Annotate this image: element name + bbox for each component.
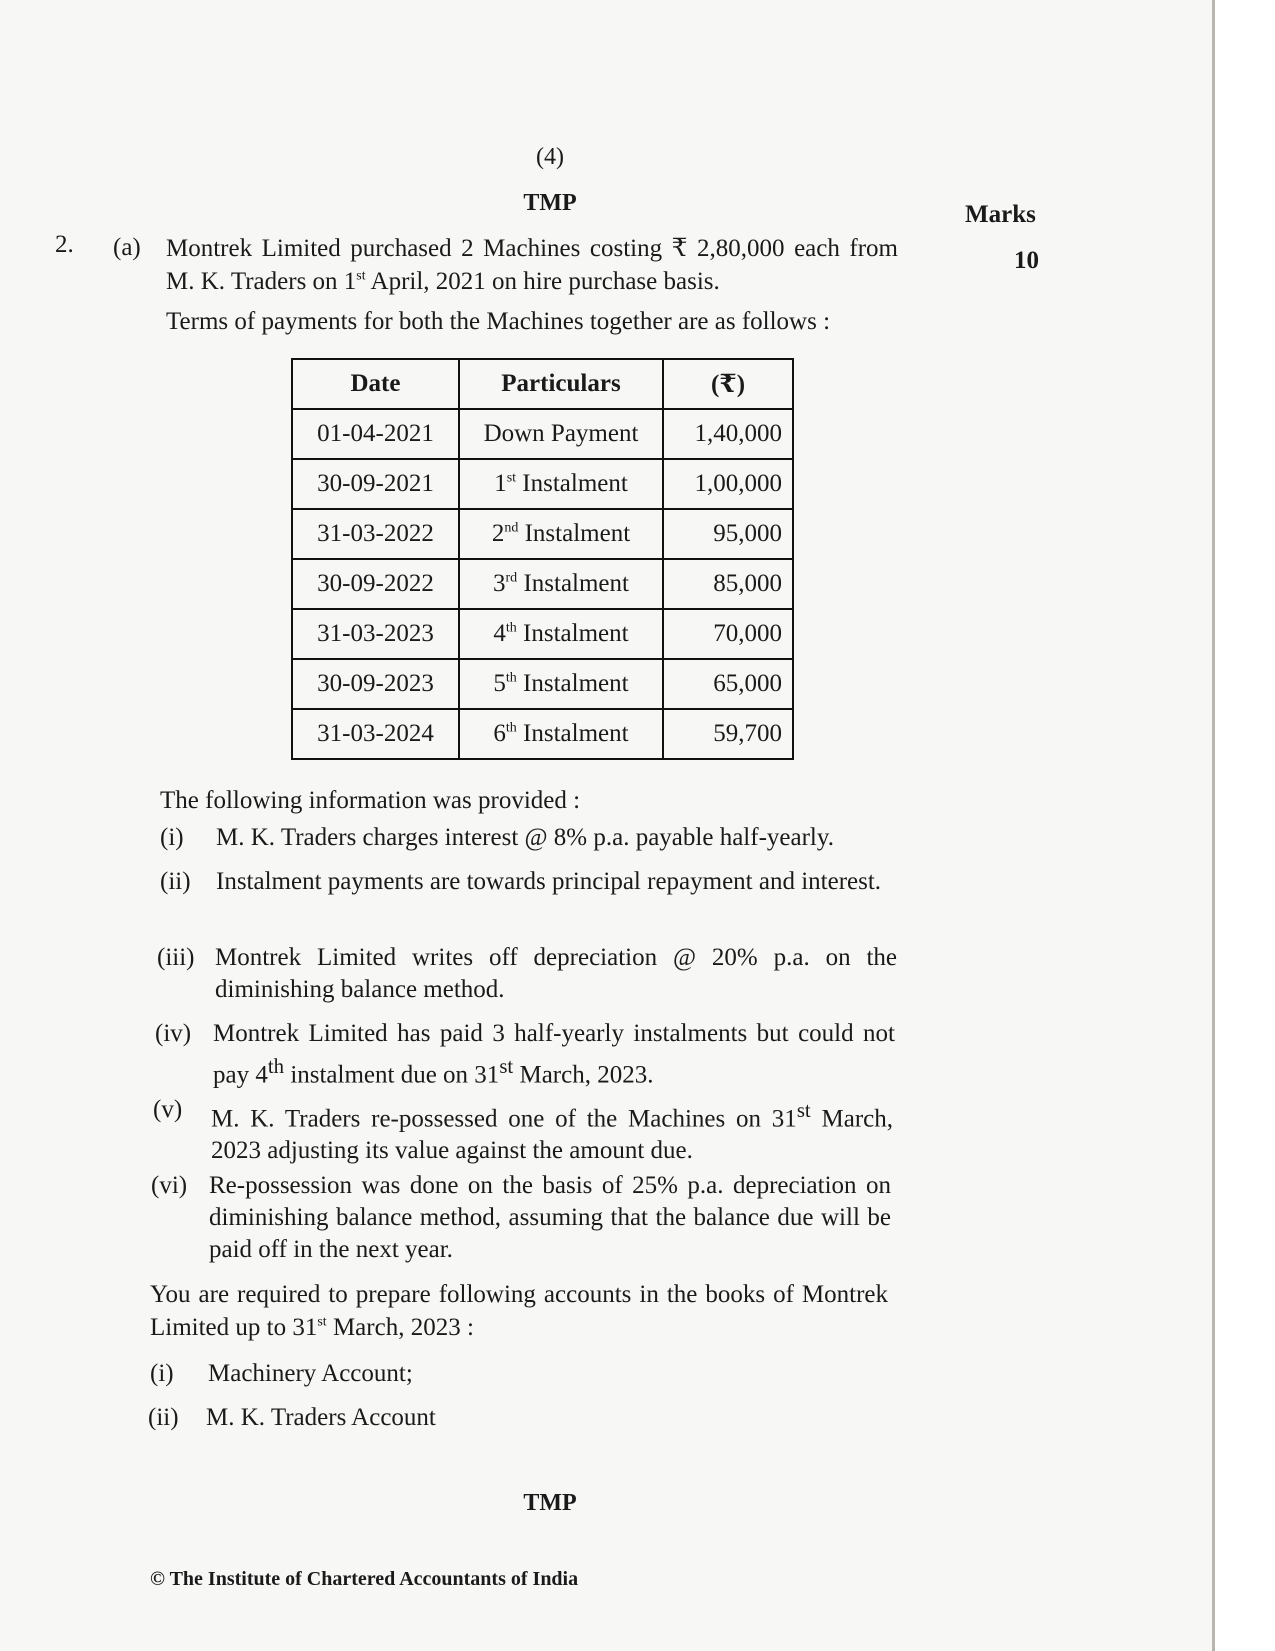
cell-amount: 59,700 xyxy=(663,709,793,759)
cell-particulars xyxy=(459,659,663,709)
item-text-a: Re-possession was done on the basis of 25% p.a. depreciation on diminishing balance method, assuming that the balance due will be paid off in the next year. xyxy=(209,1172,891,1263)
copyright-notice: © The Institute of Chartered Accountants of India xyxy=(150,1568,579,1590)
ordinal-number: 1 xyxy=(494,470,507,497)
item-numeral: (iii) xyxy=(157,944,195,971)
page-number: (4) xyxy=(536,144,564,170)
cell-date: 30-09-2022 xyxy=(292,559,459,609)
ordinal-suffix: rd xyxy=(505,570,518,586)
requirement-item xyxy=(150,1358,750,1394)
question-number: 2. xyxy=(55,231,74,258)
particular-text: Instalment xyxy=(516,470,628,497)
item-text: Machinery Account; xyxy=(208,1360,413,1387)
cell-particulars xyxy=(459,509,663,559)
item-text-a: Instalment payments are towards principal repayment and interest. xyxy=(216,868,882,895)
requirement-text-b: March, 2023 : xyxy=(326,1314,474,1341)
item-numeral: (i) xyxy=(150,1360,174,1387)
particular-text: Instalment xyxy=(516,670,629,697)
item-numeral: (iv) xyxy=(155,1020,192,1047)
intro-main-text: Montrek Limited purchased 2 Machines costing ₹ 2,80,000 each from M. K. Traders on 1 xyxy=(166,235,898,295)
cell-date: 30-09-2021 xyxy=(292,459,459,509)
item-superscript: st xyxy=(796,1098,811,1122)
item-text-a: M. K. Traders re-possessed one of the Machines on 31 xyxy=(211,1105,797,1133)
page-edge-line xyxy=(1212,0,1215,1651)
payment-terms-table xyxy=(291,358,794,760)
particular-text: Instalment xyxy=(518,520,631,547)
particular-text: Down Payment xyxy=(483,420,639,447)
ordinal-suffix: th xyxy=(505,720,517,736)
cell-amount: 95,000 xyxy=(663,509,793,559)
item-text-a: Montrek Limited writes off depreciation @ 20% p.a. on the diminishing balance method. xyxy=(215,944,897,1003)
ordinal-suffix: th xyxy=(505,620,517,636)
cell-amount: 1,40,000 xyxy=(663,409,793,459)
cell-date: 30-09-2023 xyxy=(292,659,459,709)
cell-amount: 85,000 xyxy=(663,559,793,609)
item-superscript: th xyxy=(267,1054,285,1078)
item-numeral: (ii) xyxy=(160,868,191,895)
cell-particulars xyxy=(459,409,663,459)
requirement-text xyxy=(150,1278,888,1344)
ordinal-suffix: th xyxy=(505,670,517,686)
item-text xyxy=(211,1094,893,1167)
table-row xyxy=(292,559,793,609)
item-text-b: March, 2023 adjusting its value against the amount due. xyxy=(211,1105,893,1165)
item-text xyxy=(215,942,897,1006)
paper-code-bottom: TMP xyxy=(523,1490,577,1516)
item-text xyxy=(213,1018,895,1091)
particular-text: Instalment xyxy=(517,570,629,597)
cell-particulars xyxy=(459,559,663,609)
ordinal-number: 2 xyxy=(491,520,505,547)
item-superscript: st xyxy=(499,1054,514,1078)
intro-superscript: st xyxy=(356,268,366,284)
intro-tail-text: April, 2021 on hire purchase basis. xyxy=(365,268,720,295)
cell-amount: 1,00,000 xyxy=(663,459,793,509)
info-heading: The following information was provided : xyxy=(160,787,581,814)
cell-amount: 70,000 xyxy=(663,609,793,659)
item-text-a: Montrek Limited has paid 3 half-yearly instalments but could not pay 4 xyxy=(213,1020,895,1089)
question-intro xyxy=(166,232,898,298)
item-text xyxy=(216,822,906,854)
page-margin-shade xyxy=(1215,0,1275,1651)
cell-particulars xyxy=(459,459,663,509)
item-text: M. K. Traders Account xyxy=(206,1404,436,1431)
ordinal-suffix: nd xyxy=(504,520,519,536)
table-row xyxy=(292,609,793,659)
cell-date: 31-03-2022 xyxy=(292,509,459,559)
particular-text: Instalment xyxy=(516,620,629,647)
item-text-c: March, 2023. xyxy=(513,1061,654,1089)
item-text-a: M. K. Traders charges interest @ 8% p.a. payable half-yearly. xyxy=(216,824,834,851)
info-item xyxy=(153,1094,893,1164)
cell-date: 01-04-2021 xyxy=(292,409,459,459)
table-row xyxy=(292,509,793,559)
header-amount: (₹) xyxy=(663,359,793,409)
ordinal-number: 4 xyxy=(493,620,506,647)
item-numeral: (v) xyxy=(153,1096,183,1123)
terms-heading: Terms of payments for both the Machines together are as follows : xyxy=(166,308,831,335)
table-row xyxy=(292,709,793,759)
item-text-b: instalment due on 31 xyxy=(284,1061,500,1089)
cell-date: 31-03-2023 xyxy=(292,609,459,659)
item-text xyxy=(216,866,906,898)
header-date: Date xyxy=(292,359,459,409)
question-part: (a) xyxy=(113,234,141,261)
requirement-text-a: You are required to prepare following accounts in the books of Montrek Limited up to 31 xyxy=(150,1281,888,1341)
table-row xyxy=(292,459,793,509)
ordinal-number: 3 xyxy=(493,570,506,597)
marks-value: 10 xyxy=(1014,247,1039,274)
marks-heading: Marks xyxy=(965,201,1036,228)
info-item xyxy=(151,1170,891,1270)
info-item xyxy=(155,1018,895,1088)
requirement-superscript: st xyxy=(317,1314,327,1330)
ordinal-number: 6 xyxy=(493,720,506,747)
item-text xyxy=(209,1170,891,1266)
table-header-row xyxy=(292,359,793,409)
ordinal-suffix: st xyxy=(506,470,517,486)
info-item xyxy=(160,822,900,862)
info-item xyxy=(157,942,897,1012)
item-numeral: (vi) xyxy=(151,1172,188,1199)
header-particulars: Particulars xyxy=(459,359,663,409)
item-numeral: (i) xyxy=(160,824,184,851)
paper-code-top: TMP xyxy=(523,190,577,216)
cell-date: 31-03-2024 xyxy=(292,709,459,759)
requirement-item xyxy=(148,1402,748,1438)
info-item xyxy=(160,866,900,936)
particular-text: Instalment xyxy=(516,720,629,747)
ordinal-number: 5 xyxy=(493,670,506,697)
cell-particulars xyxy=(459,709,663,759)
table-row xyxy=(292,659,793,709)
item-numeral: (ii) xyxy=(148,1404,179,1431)
cell-particulars xyxy=(459,609,663,659)
cell-amount: 65,000 xyxy=(663,659,793,709)
table-row xyxy=(292,409,793,459)
